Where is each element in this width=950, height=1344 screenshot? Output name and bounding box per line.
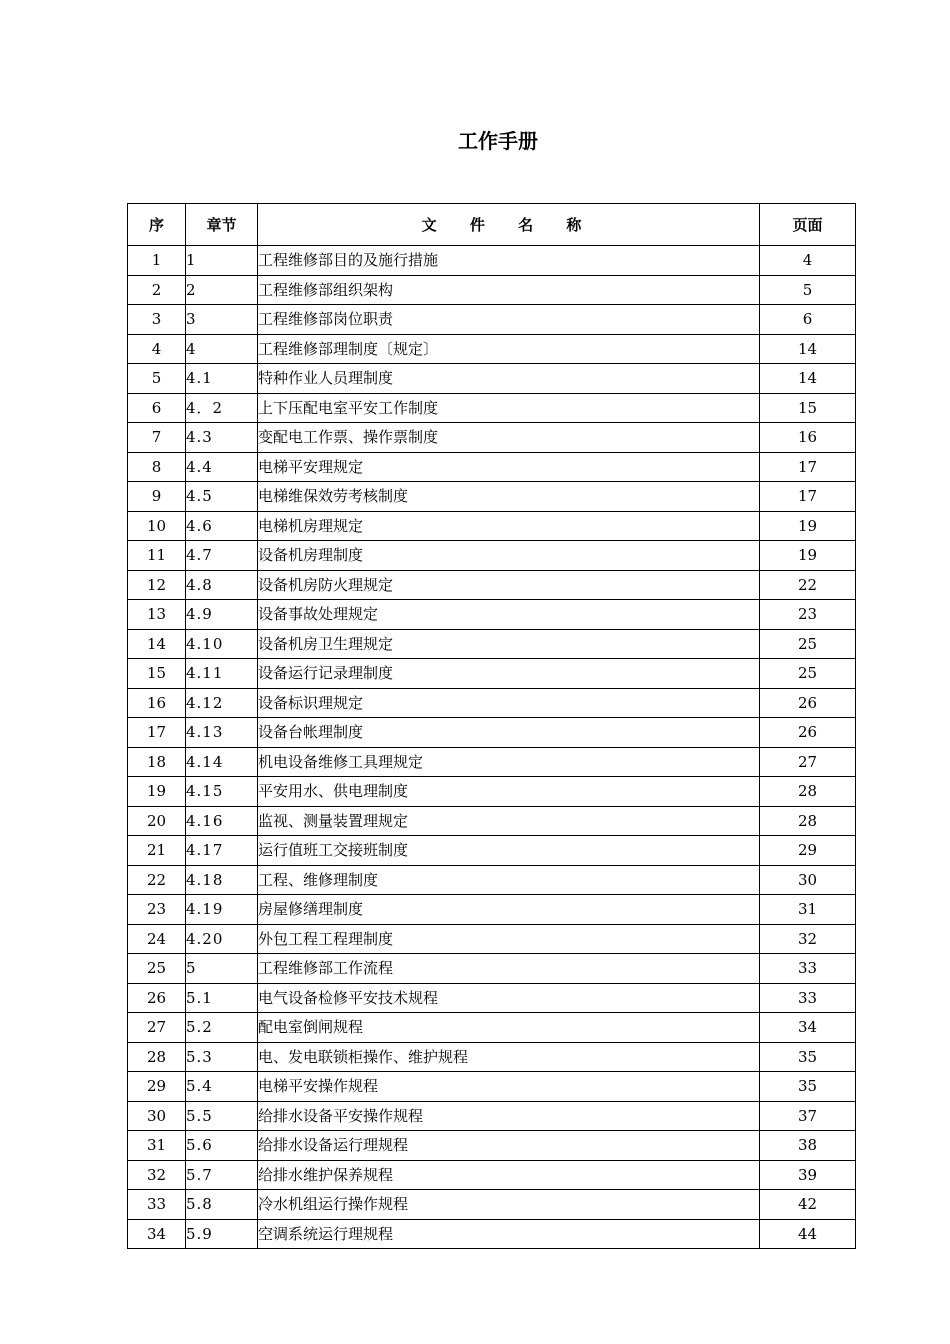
document-name-cell: 工程维修部目的及施行措施 (258, 246, 760, 276)
chapter-cell: 4.12 (186, 688, 258, 718)
seq-cell: 6 (128, 393, 186, 423)
page-number-cell: 35 (760, 1072, 856, 1102)
chapter-cell: 5.1 (186, 983, 258, 1013)
seq-cell: 34 (128, 1219, 186, 1249)
chapter-cell: 5.2 (186, 1013, 258, 1043)
table-row (128, 659, 856, 689)
table-header-row (128, 204, 856, 246)
page-number-cell: 4 (760, 246, 856, 276)
seq-cell: 29 (128, 1072, 186, 1102)
seq-cell: 22 (128, 865, 186, 895)
table-body (128, 246, 856, 1249)
seq-cell: 30 (128, 1101, 186, 1131)
chapter-cell: 4.19 (186, 895, 258, 925)
header-chapter: 章节 (186, 204, 258, 246)
page-number-cell: 5 (760, 275, 856, 305)
chapter-cell: 4.17 (186, 836, 258, 866)
seq-cell: 10 (128, 511, 186, 541)
seq-cell: 23 (128, 895, 186, 925)
document-name-cell: 工程维修部岗位职责 (258, 305, 760, 335)
chapter-cell: 4.4 (186, 452, 258, 482)
chapter-cell: 4.5 (186, 482, 258, 512)
document-name-cell: 工程维修部工作流程 (258, 954, 760, 984)
table-row (128, 511, 856, 541)
chapter-cell: 5.6 (186, 1131, 258, 1161)
document-name-cell: 电气设备检修平安技术规程 (258, 983, 760, 1013)
document-name-cell: 空调系统运行理规程 (258, 1219, 760, 1249)
header-seq: 序 (128, 204, 186, 246)
page-number-cell: 33 (760, 983, 856, 1013)
chapter-cell: 4.16 (186, 806, 258, 836)
chapter-cell: 4.3 (186, 423, 258, 453)
page-number-cell: 29 (760, 836, 856, 866)
table-row (128, 393, 856, 423)
seq-cell: 5 (128, 364, 186, 394)
table-row (128, 747, 856, 777)
page-number-cell: 27 (760, 747, 856, 777)
seq-cell: 24 (128, 924, 186, 954)
table-row (128, 836, 856, 866)
chapter-cell: 1 (186, 246, 258, 276)
table-row (128, 806, 856, 836)
seq-cell: 16 (128, 688, 186, 718)
seq-cell: 15 (128, 659, 186, 689)
table-row (128, 777, 856, 807)
table-row (128, 954, 856, 984)
chapter-cell: 4.8 (186, 570, 258, 600)
table-row (128, 1160, 856, 1190)
document-name-cell: 机电设备维修工具理规定 (258, 747, 760, 777)
table-row (128, 452, 856, 482)
table-row (128, 983, 856, 1013)
document-name-cell: 变配电工作票、操作票制度 (258, 423, 760, 453)
toc-table (127, 203, 856, 1249)
page-number-cell: 31 (760, 895, 856, 925)
document-name-cell: 电、发电联锁柜操作、维护规程 (258, 1042, 760, 1072)
page-number-cell: 19 (760, 511, 856, 541)
seq-cell: 25 (128, 954, 186, 984)
chapter-cell: 5.4 (186, 1072, 258, 1102)
document-name-cell: 房屋修缮理制度 (258, 895, 760, 925)
table-row (128, 865, 856, 895)
page-number-cell: 32 (760, 924, 856, 954)
chapter-cell: 4.15 (186, 777, 258, 807)
seq-cell: 13 (128, 600, 186, 630)
seq-cell: 3 (128, 305, 186, 335)
document-name-cell: 电梯机房理规定 (258, 511, 760, 541)
page-number-cell: 30 (760, 865, 856, 895)
chapter-cell: 4.11 (186, 659, 258, 689)
document-name-cell: 设备事故处理规定 (258, 600, 760, 630)
table-row (128, 1190, 856, 1220)
page-number-cell: 34 (760, 1013, 856, 1043)
page-number-cell: 15 (760, 393, 856, 423)
table-row (128, 1101, 856, 1131)
chapter-cell: 5.7 (186, 1160, 258, 1190)
table-row (128, 246, 856, 276)
chapter-cell: 5.5 (186, 1101, 258, 1131)
table-row (128, 718, 856, 748)
header-name: 文 件 名 称 (258, 204, 760, 246)
page-number-cell: 39 (760, 1160, 856, 1190)
table-row (128, 924, 856, 954)
document-name-cell: 平安用水、供电理制度 (258, 777, 760, 807)
page-number-cell: 25 (760, 629, 856, 659)
document-name-cell: 运行值班工交接班制度 (258, 836, 760, 866)
page-number-cell: 19 (760, 541, 856, 571)
document-name-cell: 设备机房理制度 (258, 541, 760, 571)
document-name-cell: 工程维修部组织架构 (258, 275, 760, 305)
page-number-cell: 35 (760, 1042, 856, 1072)
table-row (128, 688, 856, 718)
chapter-cell: 4．2 (186, 393, 258, 423)
page-number-cell: 26 (760, 688, 856, 718)
page-number-cell: 42 (760, 1190, 856, 1220)
table-row (128, 570, 856, 600)
page-number-cell: 28 (760, 777, 856, 807)
table-row (128, 364, 856, 394)
chapter-cell: 4.14 (186, 747, 258, 777)
seq-cell: 11 (128, 541, 186, 571)
document-name-cell: 上下压配电室平安工作制度 (258, 393, 760, 423)
document-name-cell: 设备标识理规定 (258, 688, 760, 718)
seq-cell: 21 (128, 836, 186, 866)
page-title: 工作手册 (458, 129, 538, 153)
chapter-cell: 4.7 (186, 541, 258, 571)
document-name-cell: 电梯维保效劳考核制度 (258, 482, 760, 512)
seq-cell: 8 (128, 452, 186, 482)
document-name-cell: 设备台帐理制度 (258, 718, 760, 748)
table-row (128, 423, 856, 453)
seq-cell: 14 (128, 629, 186, 659)
document-name-cell: 设备机房卫生理规定 (258, 629, 760, 659)
page-number-cell: 25 (760, 659, 856, 689)
seq-cell: 26 (128, 983, 186, 1013)
chapter-cell: 4 (186, 334, 258, 364)
seq-cell: 32 (128, 1160, 186, 1190)
seq-cell: 18 (128, 747, 186, 777)
chapter-cell: 5 (186, 954, 258, 984)
document-name-cell: 设备机房防火理规定 (258, 570, 760, 600)
document-name-cell: 监视、测量装置理规定 (258, 806, 760, 836)
document-name-cell: 给排水维护保养规程 (258, 1160, 760, 1190)
chapter-cell: 3 (186, 305, 258, 335)
document-name-cell: 给排水设备运行理规程 (258, 1131, 760, 1161)
header-page: 页面 (760, 204, 856, 246)
chapter-cell: 4.13 (186, 718, 258, 748)
table-row (128, 305, 856, 335)
table-row (128, 629, 856, 659)
page-number-cell: 28 (760, 806, 856, 836)
seq-cell: 28 (128, 1042, 186, 1072)
table-row (128, 334, 856, 364)
seq-cell: 2 (128, 275, 186, 305)
chapter-cell: 4.20 (186, 924, 258, 954)
chapter-cell: 4.10 (186, 629, 258, 659)
table-row (128, 1072, 856, 1102)
document-name-cell: 电梯平安理规定 (258, 452, 760, 482)
page-number-cell: 6 (760, 305, 856, 335)
page-number-cell: 22 (760, 570, 856, 600)
seq-cell: 33 (128, 1190, 186, 1220)
chapter-cell: 4.18 (186, 865, 258, 895)
page-number-cell: 17 (760, 452, 856, 482)
document-name-cell: 冷水机组运行操作规程 (258, 1190, 760, 1220)
page-number-cell: 37 (760, 1101, 856, 1131)
chapter-cell: 5.8 (186, 1190, 258, 1220)
table-row (128, 600, 856, 630)
document-name-cell: 配电室倒闸规程 (258, 1013, 760, 1043)
document-name-cell: 工程、维修理制度 (258, 865, 760, 895)
chapter-cell: 5.3 (186, 1042, 258, 1072)
seq-cell: 27 (128, 1013, 186, 1043)
document-name-cell: 外包工程工程理制度 (258, 924, 760, 954)
chapter-cell: 2 (186, 275, 258, 305)
seq-cell: 1 (128, 246, 186, 276)
seq-cell: 19 (128, 777, 186, 807)
page-number-cell: 23 (760, 600, 856, 630)
table-row (128, 541, 856, 571)
document-name-cell: 电梯平安操作规程 (258, 1072, 760, 1102)
document-name-cell: 特种作业人员理制度 (258, 364, 760, 394)
page-number-cell: 17 (760, 482, 856, 512)
table-row (128, 1042, 856, 1072)
document-name-cell: 工程维修部理制度〔规定〕 (258, 334, 760, 364)
seq-cell: 12 (128, 570, 186, 600)
page-number-cell: 26 (760, 718, 856, 748)
page-number-cell: 38 (760, 1131, 856, 1161)
page-number-cell: 14 (760, 364, 856, 394)
document-name-cell: 设备运行记录理制度 (258, 659, 760, 689)
chapter-cell: 4.1 (186, 364, 258, 394)
table-row (128, 895, 856, 925)
table-row (128, 1219, 856, 1249)
page-number-cell: 33 (760, 954, 856, 984)
seq-cell: 7 (128, 423, 186, 453)
seq-cell: 4 (128, 334, 186, 364)
chapter-cell: 4.9 (186, 600, 258, 630)
seq-cell: 20 (128, 806, 186, 836)
chapter-cell: 5.9 (186, 1219, 258, 1249)
chapter-cell: 4.6 (186, 511, 258, 541)
table-row (128, 482, 856, 512)
page-number-cell: 16 (760, 423, 856, 453)
table-row (128, 1131, 856, 1161)
document-name-cell: 给排水设备平安操作规程 (258, 1101, 760, 1131)
seq-cell: 9 (128, 482, 186, 512)
page-number-cell: 14 (760, 334, 856, 364)
seq-cell: 17 (128, 718, 186, 748)
seq-cell: 31 (128, 1131, 186, 1161)
table-row (128, 275, 856, 305)
table-row (128, 1013, 856, 1043)
page-number-cell: 44 (760, 1219, 856, 1249)
